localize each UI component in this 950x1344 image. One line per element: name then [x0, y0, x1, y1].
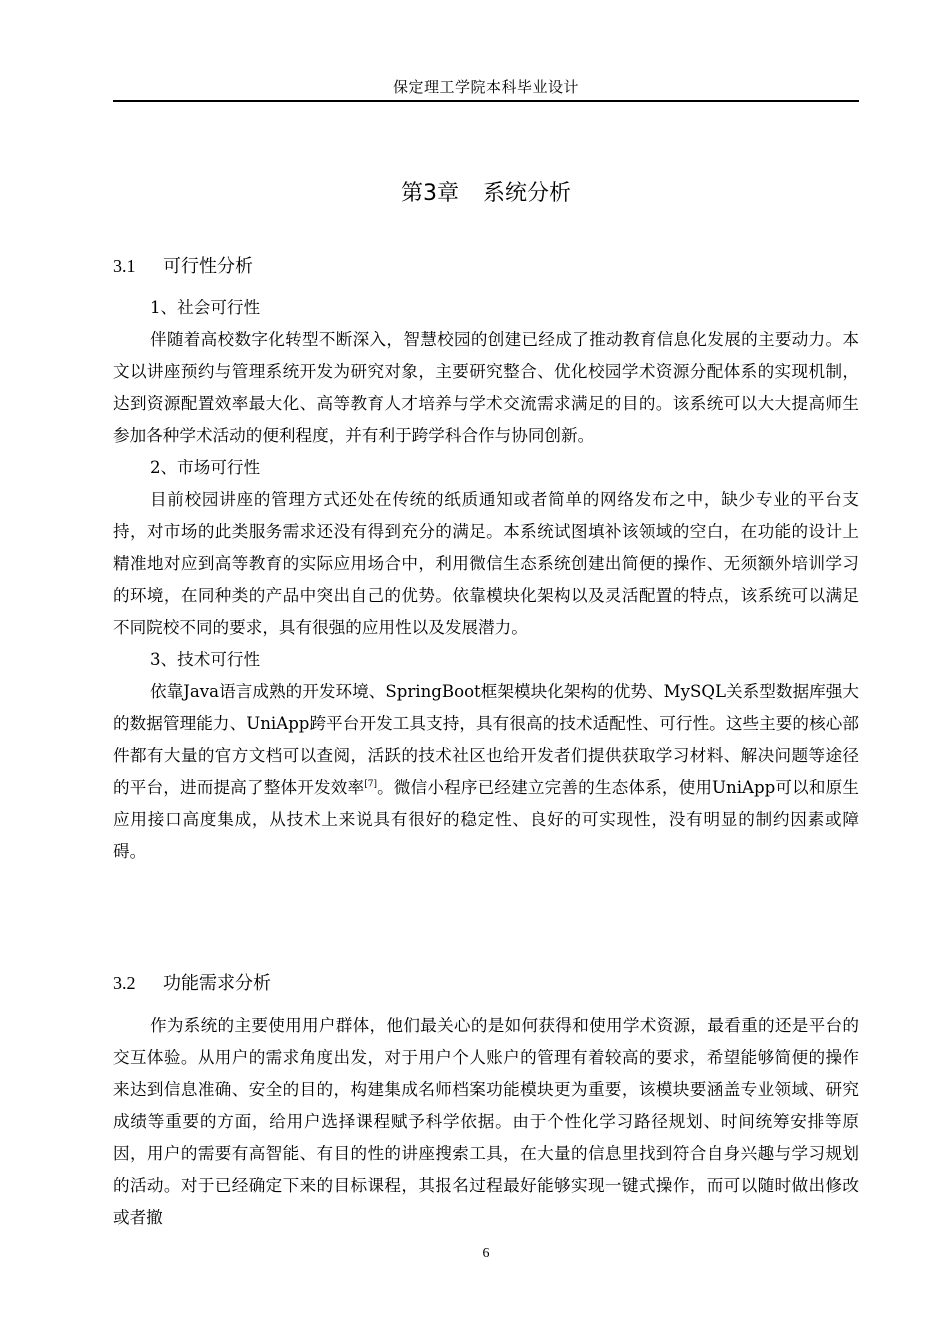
chapter-name: 系统分析	[482, 181, 571, 206]
section-number: 3.1	[113, 256, 136, 276]
paragraph-text-part: 依靠Java语言成熟的开发环境、SpringBoot框架模块化架构的优势、MySQL关系型数据库强大的数据管理能力、UniApp跨平台开发工具支持，具有很高的技术适配性、可行性。这些主要的核心部件都有大量的官方文档可以查阅，活跃的技术社区也给开发者们提供获取学习材料、解决问题等途径的平台，进而提高了整体开发效率	[113, 682, 859, 797]
section-heading-3-2	[113, 969, 271, 998]
section-3-1-body	[113, 292, 859, 868]
chapter-title	[113, 178, 859, 210]
section-3-2-body	[113, 1010, 859, 1234]
page-number: 6	[482, 1246, 490, 1261]
page-header: 保定理工学院本科毕业设计	[392, 78, 579, 96]
section-heading-3-1	[113, 252, 253, 281]
paragraph-market-feasibility: 目前校园讲座的管理方式还处在传统的纸质通知或者简单的网络发布之中，缺少专业的平台支持，对市场的此类服务需求还没有得到充分的满足。本系统试图填补该领域的空白，在功能的设计上精准地对应到高等教育的实际应用场合中，利用微信生态系统创建出简便的操作、无须额外培训学习的环境，在同种类的产品中突出自己的优势。依靠模块化架构以及灵活配置的特点，该系统可以满足不同院校不同的要求，具有很强的应用性以及发展潜力。	[113, 490, 859, 637]
section-title: 可行性分析	[163, 256, 253, 277]
paragraph-text-part: 。微信小程序已经建立完善的生态体系，使用UniApp可以和原生应用接口高度集成，从技术上来说具有很好的稳定性、良好的可实现性，没有明显的制约因素或障碍。	[113, 778, 860, 861]
paragraph-functional-requirements: 作为系统的主要使用用户群体，他们最关心的是如何获得和使用学术资源，最看重的还是平台的交互体验。从用户的需求角度出发，对于用户个人账户的管理有着较高的要求，希望能够简便的操作来达到信息准确、安全的目的，构建集成名师档案功能模块更为重要，该模块要涵盖专业领域、研究成绩等重要的方面，给用户选择课程赋予科学依据。由于个性化学习路径规划、时间统筹安排等原因，用户的需要有高智能、有目的性的讲座搜索工具，在大量的信息里找到符合自身兴趣与学习规划的活动。对于已经确定下来的目标课程，其报名过程最好能够实现一键式操作，而可以随时做出修改或者撤	[113, 1016, 859, 1227]
subheading-social-feasibility: 1、社会可行性	[150, 298, 261, 317]
paragraph-social-feasibility: 伴随着高校数字化转型不断深入，智慧校园的创建已经成了推动教育信息化发展的主要动力。本文以讲座预约与管理系统开发为研究对象，主要研究整合、优化校园学术资源分配体系的实现机制，达到资源配置效率最大化、高等教育人才培养与学术交流需求满足的目的。该系统可以大大提高师生参加各种学术活动的便利程度，并有利于跨学科合作与协同创新。	[113, 330, 859, 445]
subheading-technical-feasibility: 3、技术可行性	[150, 650, 261, 669]
section-title: 功能需求分析	[163, 973, 271, 994]
header-divider	[113, 100, 859, 102]
citation: [7]	[364, 779, 377, 790]
paragraph-technical-feasibility	[113, 676, 859, 868]
subheading-market-feasibility: 2、市场可行性	[150, 458, 261, 477]
section-number: 3.2	[113, 973, 136, 993]
chapter-label: 第3章	[400, 181, 459, 206]
